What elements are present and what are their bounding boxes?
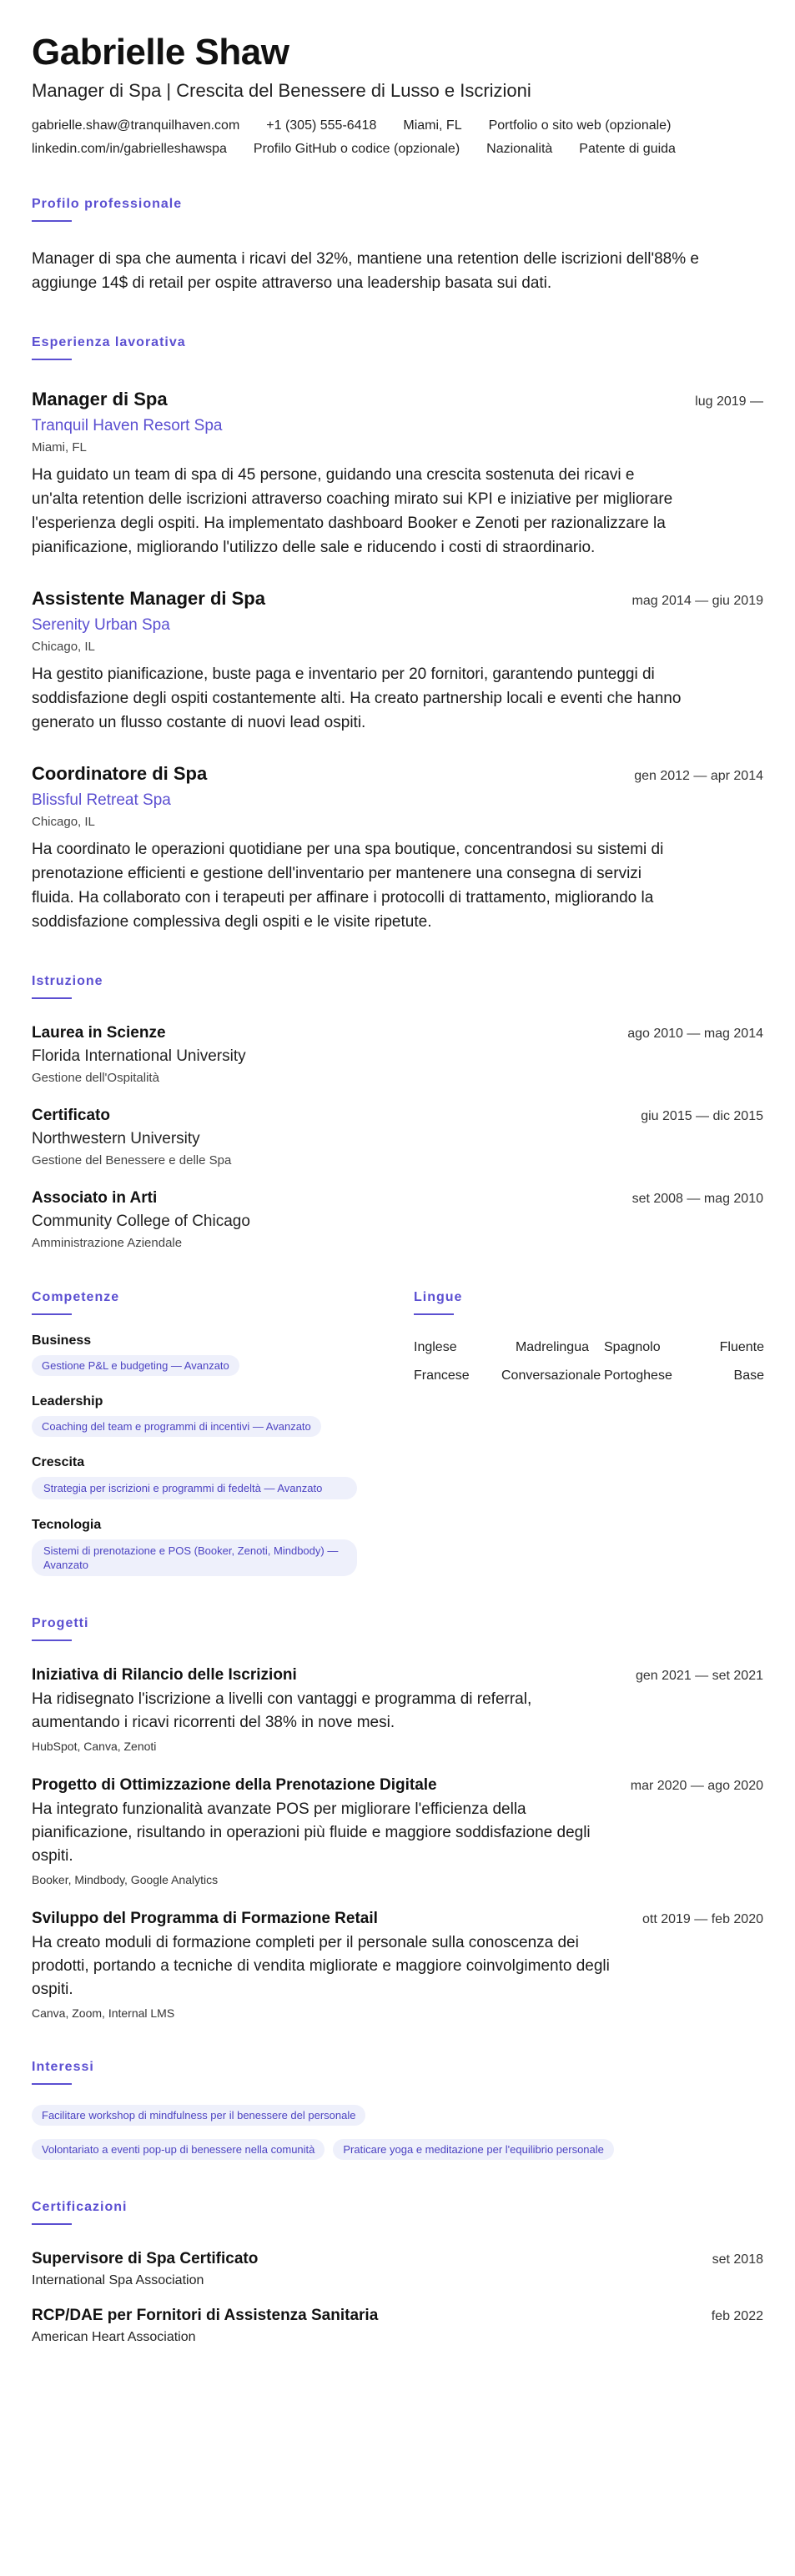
skill-pill: Strategia per iscrizioni e programmi di fedeltà — Avanzato [32, 1477, 357, 1499]
education-item [32, 1107, 763, 1167]
job-dates: mag 2014 — giu 2019 [631, 594, 763, 608]
degree: Certificato [32, 1107, 110, 1124]
experience-item [32, 389, 763, 560]
school-name: Northwestern University [32, 1130, 200, 1147]
section-divider [32, 1313, 72, 1315]
language-level: Fluente [719, 1340, 764, 1354]
section-title: Lingue [414, 1290, 463, 1304]
company-name[interactable]: Blissful Retreat Spa [32, 791, 171, 809]
contact-driving-license: Patente di guida [579, 142, 676, 156]
skill-category: Business [32, 1333, 92, 1348]
skill-group [32, 1518, 380, 1576]
contact-location: Miami, FL [403, 118, 462, 133]
language-name: Inglese [414, 1340, 457, 1354]
job-dates: gen 2012 — apr 2014 [634, 769, 763, 783]
project-item [32, 1666, 763, 1753]
project-tools: Booker, Mindbody, Google Analytics [32, 1873, 219, 1886]
section-divider [32, 359, 72, 360]
company-name[interactable]: Serenity Urban Spa [32, 616, 170, 634]
education-item [32, 1024, 763, 1085]
skill-group [32, 1455, 380, 1499]
contact-linkedin[interactable]: linkedin.com/in/gabrielleshawspa [32, 142, 227, 156]
education-section [32, 974, 763, 1250]
contact-portfolio[interactable]: Portfolio o sito web (opzionale) [488, 118, 672, 133]
profile-section [32, 197, 763, 295]
certification-date: feb 2022 [711, 2309, 763, 2323]
education-item [32, 1189, 763, 1250]
certification-item [32, 2250, 763, 2288]
experience-section [32, 335, 763, 934]
certification-issuer: American Heart Association [32, 2330, 196, 2344]
language-level: Conversazionale [501, 1368, 601, 1383]
project-dates: mar 2020 — ago 2020 [630, 1779, 763, 1793]
project-name: Iniziativa di Rilancio delle Iscrizioni [32, 1666, 297, 1684]
section-divider [32, 997, 72, 999]
skill-category: Crescita [32, 1455, 85, 1469]
section-title: Competenze [32, 1290, 120, 1304]
skills-languages-row [32, 1290, 763, 1576]
school-name: Florida International University [32, 1047, 246, 1065]
section-title: Interessi [32, 2060, 94, 2074]
certification-date: set 2018 [712, 2252, 763, 2267]
section-title: Certificazioni [32, 2200, 128, 2214]
certification-name: Supervisore di Spa Certificato [32, 2250, 259, 2267]
language-level: Madrelingua [515, 1340, 589, 1354]
section-divider [32, 2223, 72, 2225]
interest-list [32, 2105, 766, 2160]
job-location: Chicago, IL [32, 815, 95, 829]
candidate-name: Gabrielle Shaw [32, 32, 289, 73]
contact-github[interactable]: Profilo GitHub o codice (opzionale) [253, 142, 460, 156]
education-dates: ago 2010 — mag 2014 [627, 1027, 763, 1041]
contact-list [32, 118, 763, 157]
section-divider [32, 220, 72, 222]
job-description: Ha coordinato le operazioni quotidiane per una spa boutique, concentrandosi su sistemi di prenotazione efficienti e gestione dell'inventario per mantenere una consegna di servizi fluida. Ha collaborato con i terapeuti per affinare i protocolli di trattamento, migliorando la soddisfazione complessiva degli ospiti e le visite ripetute. [32, 841, 664, 931]
contact-nationality: Nazionalità [486, 142, 553, 156]
experience-item [32, 763, 763, 934]
skill-group [32, 1333, 380, 1376]
section-divider [32, 1640, 72, 1641]
skill-pill: Sistemi di prenotazione e POS (Booker, Zenoti, Mindbody) — Avanzato [32, 1539, 357, 1576]
job-title: Coordinatore di Spa [32, 763, 208, 784]
languages-section [414, 1290, 763, 1576]
field-of-study: Gestione del Benessere e delle Spa [32, 1153, 232, 1167]
resume-header [32, 32, 763, 157]
interests-section [32, 2060, 763, 2160]
skill-category: Leadership [32, 1394, 103, 1409]
certifications-section [32, 2200, 763, 2345]
skill-pill: Coaching del team e programmi di incentivi — Avanzato [32, 1416, 321, 1437]
certification-name: RCP/DAE per Fornitori di Assistenza Sanitaria [32, 2307, 379, 2324]
section-title: Istruzione [32, 974, 103, 988]
interest-pill: Facilitare workshop di mindfulness per il benessere del personale [32, 2105, 365, 2126]
contact-email[interactable]: gabrielle.shaw@tranquilhaven.com [32, 118, 240, 133]
section-divider [414, 1313, 454, 1315]
skill-category: Tecnologia [32, 1518, 102, 1532]
section-title: Profilo professionale [32, 197, 183, 211]
skill-pill: Gestione P&L e budgeting — Avanzato [32, 1355, 239, 1376]
certification-issuer: International Spa Association [32, 2273, 204, 2287]
skills-section [32, 1290, 380, 1576]
school-name: Community College of Chicago [32, 1213, 250, 1230]
project-description: Ha ridisegnato l'iscrizione a livelli con vantaggi e programma di referral, aumentando i ricavi ricorrenti del 38% in nove mesi. [32, 1690, 532, 1731]
headline: Manager di Spa | Crescita del Benessere di Lusso e Iscrizioni [32, 80, 531, 101]
section-title: Esperienza lavorativa [32, 335, 186, 349]
interest-pill: Volontariato a eventi pop-up di benessere nella comunità [32, 2139, 325, 2160]
section-title: Progetti [32, 1616, 89, 1630]
field-of-study: Gestione dell'Ospitalità [32, 1071, 159, 1085]
contact-phone[interactable]: +1 (305) 555-6418 [266, 118, 377, 133]
profile-summary: Manager di spa che aumenta i ricavi del 32%, mantiene una retention delle iscrizioni dell'88% e aggiunge 14$ di retail per ospite attraverso una leadership basata sui dati. [32, 250, 699, 292]
project-description: Ha integrato funzionalità avanzate POS per migliorare l'efficienza della pianificazione, risultando in operazioni più fluide e maggiore soddisfazione degli ospiti. [32, 1800, 591, 1865]
job-location: Miami, FL [32, 440, 87, 454]
job-title: Assistente Manager di Spa [32, 588, 265, 609]
section-divider [32, 2083, 72, 2085]
company-name[interactable]: Tranquil Haven Resort Spa [32, 417, 223, 434]
project-dates: ott 2019 — feb 2020 [642, 1912, 763, 1926]
language-level: Base [733, 1368, 764, 1383]
education-dates: giu 2015 — dic 2015 [641, 1109, 763, 1123]
field-of-study: Amministrazione Aziendale [32, 1236, 183, 1250]
job-dates: lug 2019 — [695, 394, 763, 409]
language-list [414, 1340, 763, 1383]
interest-pill: Praticare yoga e meditazione per l'equilibrio personale [333, 2139, 614, 2160]
project-item [32, 1776, 763, 1886]
job-description: Ha gestito pianificazione, buste paga e inventario per 20 fornitori, garantendo punteggi di soddisfazione degli ospiti costantemente alti. Ha creato partnership locali e eventi che hanno generato un flusso costante di nuovi lead ospiti. [32, 665, 682, 731]
project-item [32, 1910, 763, 2020]
project-name: Sviluppo del Programma di Formazione Retail [32, 1910, 378, 1927]
degree: Associato in Arti [32, 1189, 158, 1207]
job-location: Chicago, IL [32, 640, 95, 654]
language-name: Portoghese [604, 1368, 672, 1383]
project-tools: HubSpot, Canva, Zenoti [32, 1740, 157, 1753]
experience-item [32, 588, 763, 735]
project-name: Progetto di Ottimizzazione della Prenotazione Digitale [32, 1776, 437, 1794]
language-name: Francese [414, 1368, 470, 1383]
job-title: Manager di Spa [32, 389, 168, 409]
certification-item [32, 2307, 763, 2345]
job-description: Ha guidato un team di spa di 45 persone, guidando una crescita sostenuta dei ricavi e un'alta retention delle iscrizioni attraverso coaching mirato sui KPI e iniziative per migliorare l'esperienza degli ospiti. Ha implementato dashboard Booker e Zenoti per razionalizzare la pianificazione, migliorando l'utilizzo delle sale e riducendo i costi di straordinario. [32, 466, 673, 556]
degree: Laurea in Scienze [32, 1024, 166, 1042]
project-dates: gen 2021 — set 2021 [635, 1669, 763, 1683]
language-name: Spagnolo [604, 1340, 661, 1354]
projects-section [32, 1616, 763, 2020]
skill-group [32, 1394, 380, 1437]
project-description: Ha creato moduli di formazione completi per il personale sulla conoscenza dei prodotti, portando a tecniche di vendita migliorate e maggiore coinvolgimento degli ospiti. [32, 1934, 610, 1998]
education-dates: set 2008 — mag 2010 [631, 1192, 763, 1206]
project-tools: Canva, Zoom, Internal LMS [32, 2006, 175, 2020]
